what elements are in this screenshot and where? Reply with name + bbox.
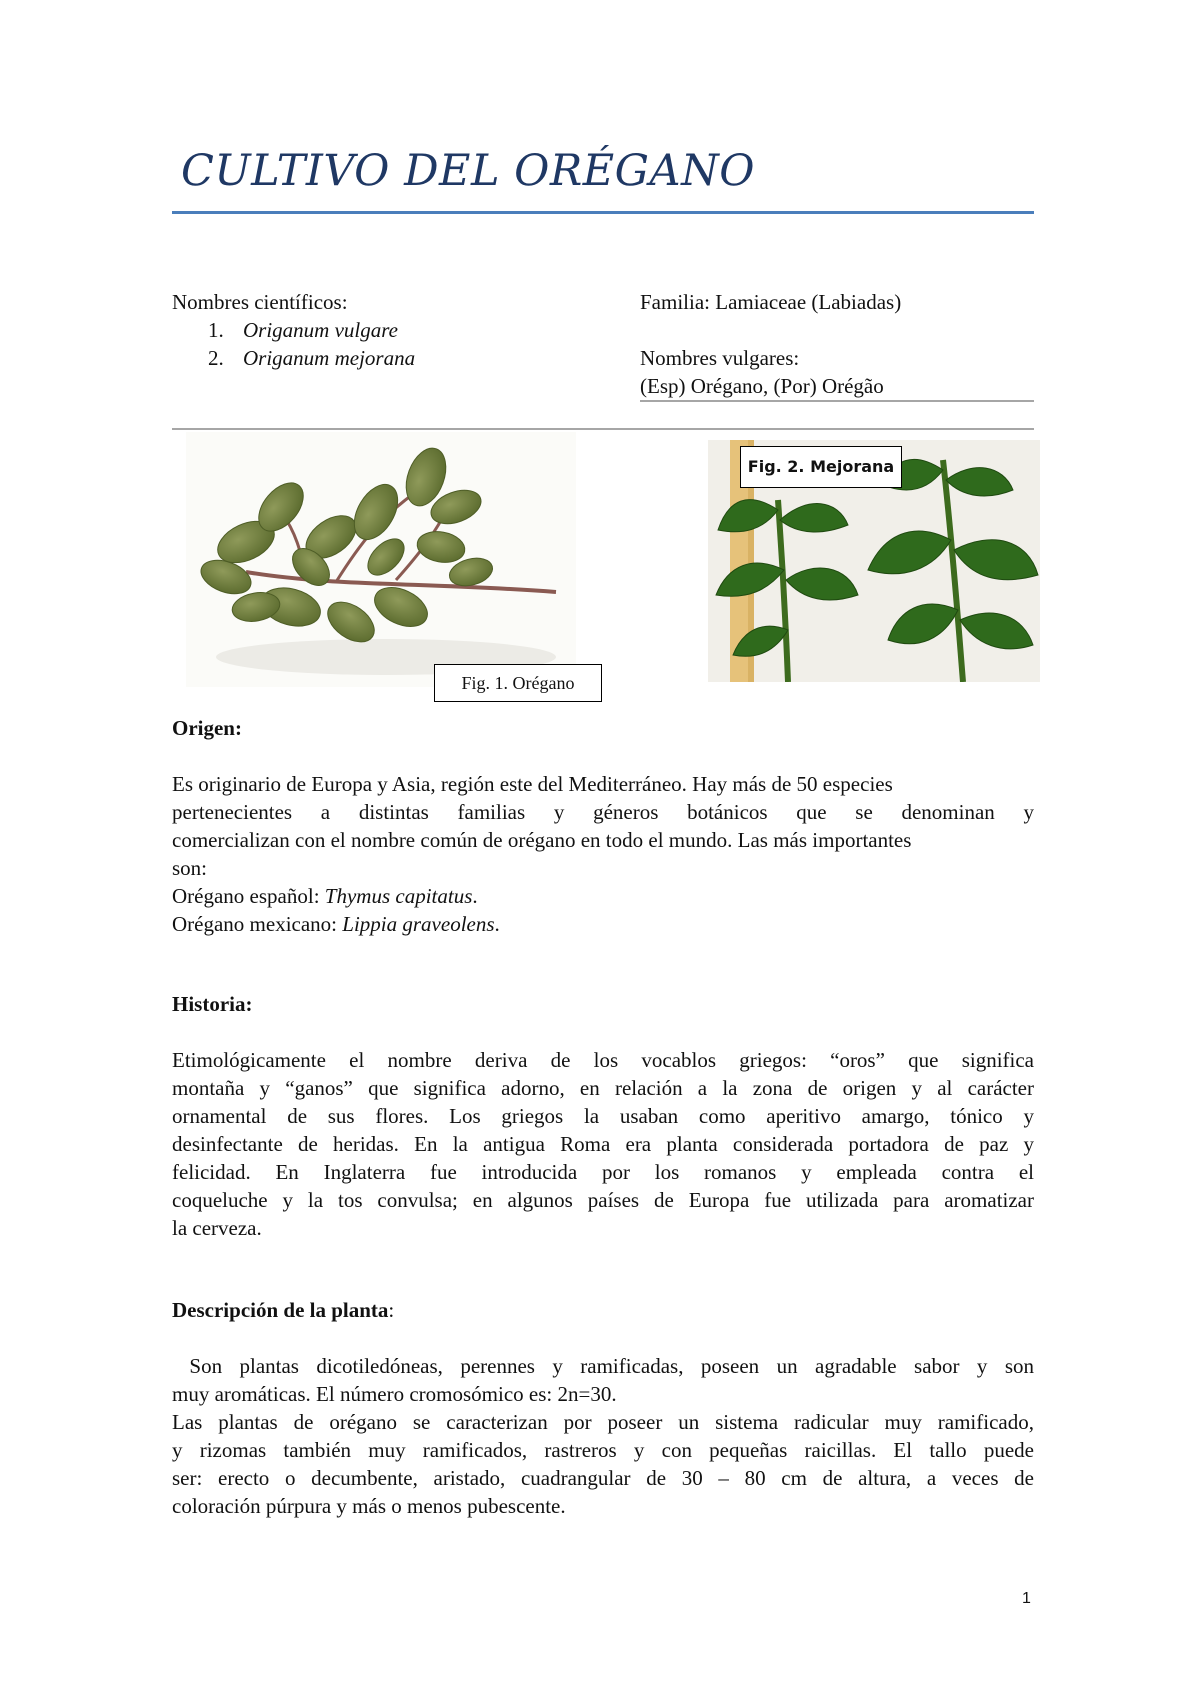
text-line: desinfectante de heridas. En la antigua Roma era planta considerada portadora de paz y xyxy=(172,1132,1034,1156)
historia-paragraph xyxy=(172,1046,1034,1242)
text-line: coqueluche y la tos convulsa; en algunos países de Europa fue utilizada para aromatizar xyxy=(172,1188,1034,1212)
common-names-underline xyxy=(640,400,1034,402)
text-line: montaña y “ganos” que significa adorno, en relación a la zona de origen y al carácter xyxy=(172,1076,1034,1100)
list-number: 1. xyxy=(208,318,224,342)
list-number: 2. xyxy=(208,346,224,370)
descripcion-heading-colon: : xyxy=(388,1298,395,1322)
title-underline xyxy=(172,211,1034,214)
text-line: comercializan con el nombre común de orégano en todo el mundo. Las más importantes xyxy=(172,828,912,852)
text-line: Es originario de Europa y Asia, región este del Mediterráneo. Hay más de 50 especies xyxy=(172,772,893,796)
oregano-image xyxy=(186,432,576,687)
text-line: pertenecientes a distintas familias y géneros botánicos que se denominan y xyxy=(172,800,1034,824)
scientific-name: Origanum mejorana xyxy=(243,346,416,370)
species-name: Thymus capitatus xyxy=(324,884,473,908)
text-line: Las plantas de orégano se caracterizan por poseer un sistema radicular muy ramificado, xyxy=(172,1410,1034,1434)
text-line: ser: erecto o decumbente, aristado, cuadrangular de 30 – 80 cm de altura, a veces de xyxy=(172,1466,1034,1490)
text-line: coloración púrpura y más o menos pubescente. xyxy=(172,1494,566,1518)
page-number: 1 xyxy=(1022,1590,1031,1607)
scientific-name: Origanum vulgare xyxy=(243,318,398,342)
common-names-label: Nombres vulgares: xyxy=(640,346,800,370)
text-line: Etimológicamente el nombre deriva de los vocablos griegos: “oros” que significa xyxy=(172,1048,1034,1072)
historia-heading: Historia: xyxy=(172,992,253,1016)
fig2-caption: Fig. 2. Mejorana xyxy=(740,446,902,488)
scientific-name-item xyxy=(208,316,398,344)
text-line: felicidad. En Inglaterra fue introducida por los romanos y empleada contra el xyxy=(172,1160,1034,1184)
scientific-names-label: Nombres científicos: xyxy=(172,290,348,314)
species-line: Orégano mexicano: Lippia graveolens. xyxy=(172,912,500,936)
fig1-caption: Fig. 1. Orégano xyxy=(434,664,602,702)
text-line: y rizomas también muy ramificados, rastreros y con pequeñas raicillas. El tallo puede xyxy=(172,1438,1034,1462)
scientific-name-item xyxy=(208,344,415,372)
text-line: ornamental de sus flores. Los griegos la usaban como aperitivo amargo, tónico y xyxy=(172,1104,1034,1128)
family-text: Familia: Lamiaceae (Labiadas) xyxy=(640,290,902,314)
descripcion-heading-text: Descripción de la planta xyxy=(172,1298,389,1322)
text-line: la cerveza. xyxy=(172,1216,262,1240)
text-line: son: xyxy=(172,856,208,880)
species-line: Orégano español: Thymus capitatus. xyxy=(172,884,478,908)
origen-heading: Origen: xyxy=(172,716,242,740)
descripcion-paragraph xyxy=(172,1352,1034,1520)
descripcion-heading xyxy=(172,1296,394,1324)
species-label: Orégano mexicano: xyxy=(172,912,343,936)
text-line: Son plantas dicotiledóneas, perennes y ramificadas, poseen un agradable sabor y son xyxy=(172,1354,1034,1378)
species-label: Orégano español: xyxy=(172,884,325,908)
section-divider xyxy=(172,428,1034,430)
origen-paragraph xyxy=(172,770,1034,938)
species-name: Lippia graveolens xyxy=(342,912,495,936)
document-title: CULTIVO DEL ORÉGANO xyxy=(181,146,755,196)
text-line: muy aromáticas. El número cromosómico es: 2n=30. xyxy=(172,1382,617,1406)
common-names: (Esp) Orégano, (Por) Orégão xyxy=(640,374,884,398)
